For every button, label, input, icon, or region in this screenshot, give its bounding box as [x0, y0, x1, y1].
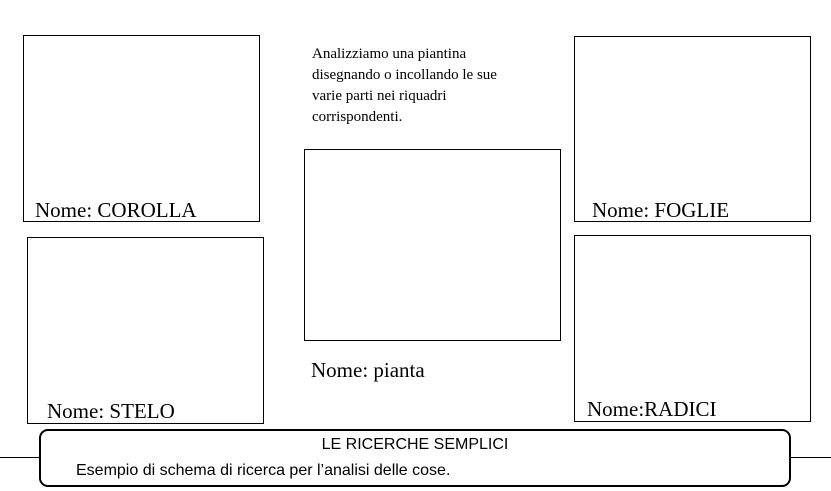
corolla-label: Nome: COROLLA	[35, 198, 197, 222]
pianta-label: Nome: pianta	[311, 358, 425, 382]
pianta-box	[304, 149, 561, 382]
foglie-label: Nome: FOGLIE	[592, 198, 730, 222]
radici-box	[574, 235, 811, 422]
stelo-box	[27, 237, 264, 424]
footer-banner	[39, 429, 791, 487]
radici-label: Nome:RADICI	[587, 397, 717, 421]
footer-subtitle: Esempio di schema di ricerca per l’analisi delle cose.	[76, 462, 451, 479]
stelo-label: Nome: STELO	[47, 399, 175, 423]
foglie-box	[574, 36, 811, 222]
footer-title: LE RICERCHE SEMPLICI	[321, 436, 509, 453]
intro-text: Analizziamo una piantina disegnando o incollando le sue varie parti nei riquadri corrispondenti.	[312, 46, 497, 125]
corolla-box	[23, 35, 260, 222]
